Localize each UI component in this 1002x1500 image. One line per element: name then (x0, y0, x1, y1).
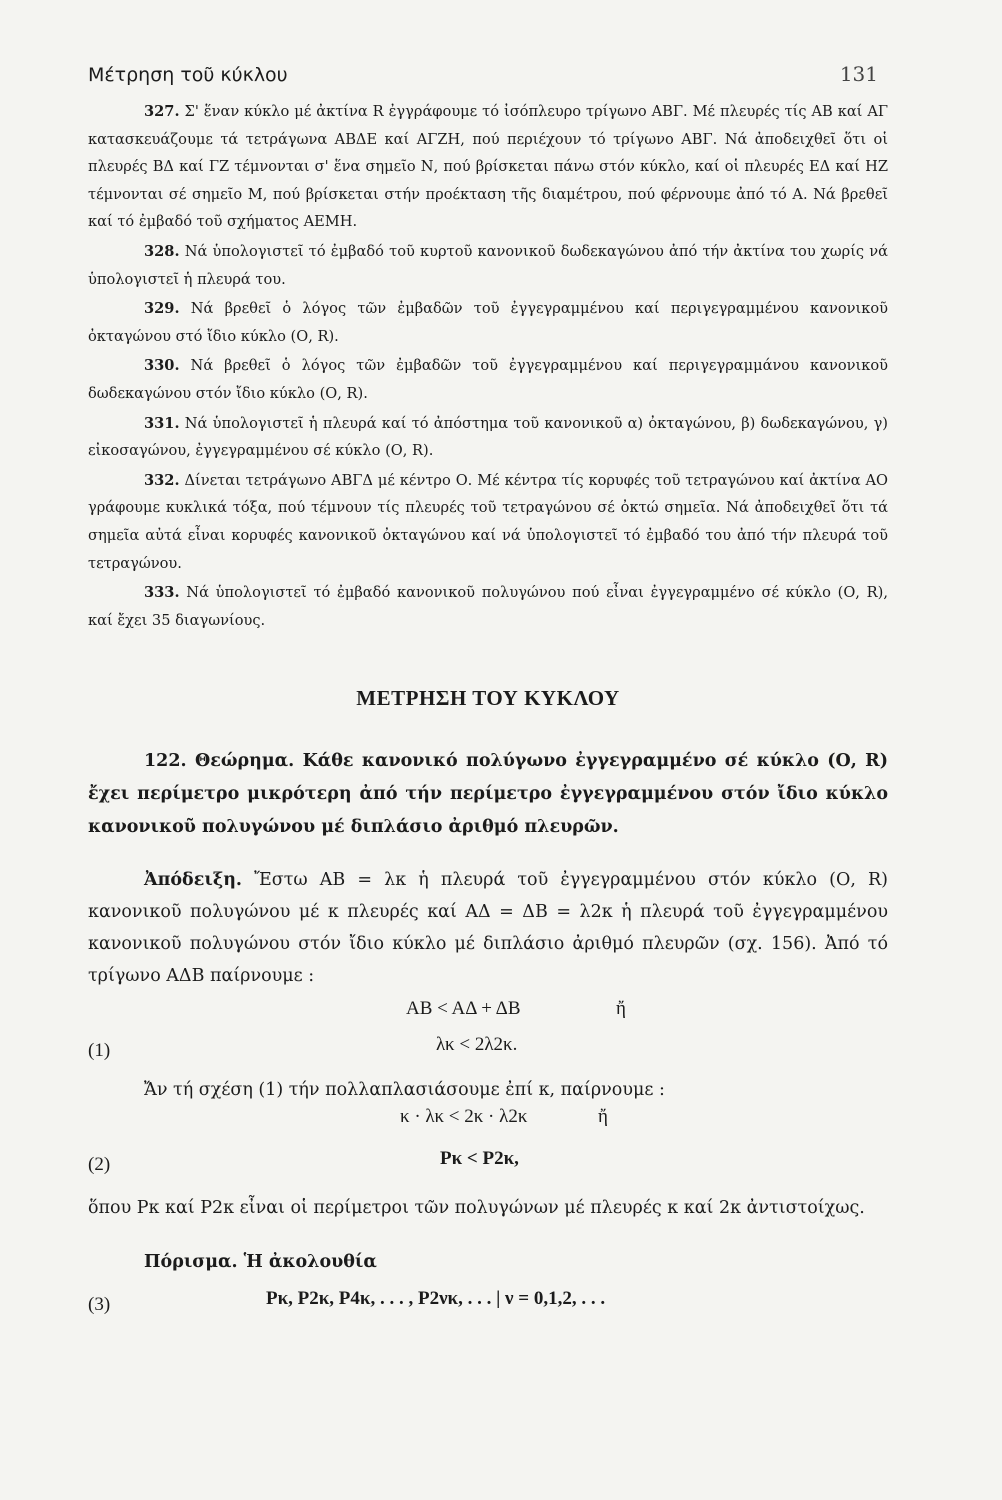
exercise-text: Νά ὑπολογιστεῖ τό ἐμβαδό τοῦ κυρτοῦ κανονικοῦ δωδεκαγώνου ἀπό τήν ἀκτίνα του χωρίς νά ὑπολογιστεῖ ἡ πλευρά του. (88, 242, 889, 288)
theorem-text: Κάθε κανονικό πολύγωνο ἐγγεγραμμένο σέ κύκλο (Ο, R) ἔχει περίμετρο μικρότερη ἀπό τήν περίμετρο ἐγγεγραμμένου στόν ἴδιο κύκλο κανονικοῦ πολυγώνου μέ διπλάσιο ἀριθμό πλευρῶν. (88, 751, 888, 838)
proof-text: Ἔστω ΑΒ = λκ ἡ πλευρά τοῦ ἐγγεγραμμένου στόν κύκλο (Ο, R) κανονικοῦ πολυγώνου μέ κ πλευρές καί ΑΔ = ΔΒ = λ2κ ἡ πλευρά τοῦ ἐγγεγραμμένου κανονικοῦ πολυγώνου στόν ἴδιο κύκλο μέ διπλάσιο ἀριθμό πλευρῶν (σχ. 156). Ἀπό τό τρίγωνο ΑΔΒ παίρνουμε : (88, 870, 888, 987)
perimeter-explanation: ὅπου Pκ καί P2κ εἶναι οἱ περίμετροι τῶν πολυγώνων μέ πλευρές κ καί 2κ ἀντιστοίχως. (88, 1198, 865, 1219)
section-heading: ΜΕΤΡΗΣΗ ΤΟΥ ΚΥΚΛΟΥ (356, 686, 620, 711)
theorem-122 (88, 745, 888, 844)
exercise-333 (88, 579, 888, 634)
book-page (88, 62, 888, 1324)
exercise-330 (88, 352, 888, 407)
multiply-text: Ἄν τή σχέση (1) τήν πολλαπλασιάσουμε ἐπί κ, παίρνουμε : (144, 1080, 665, 1101)
exercise-text: Νά βρεθεῖ ὁ λόγος τῶν ἐμβαδῶν τοῦ ἐγγεγραμμένου καί περιγεγραμμάνου κανονικοῦ δωδεκαγώνου στόν ἴδιο κύκλο (Ο, R). (88, 357, 888, 402)
exercise-331 (88, 410, 888, 465)
equation-tail: ἤ (598, 1106, 608, 1128)
equation-multiply (88, 1106, 888, 1142)
equation-expr: Pκ < P2κ, (440, 1148, 519, 1170)
exercise-text: Νά ὑπολογιστεῖ τό ἐμβαδό κανονικοῦ πολυγώνου πού εἶναι ἐγγεγραμμένο σέ κύκλο (Ο, R), καί ἔχει 35 διαγωνίους. (88, 584, 888, 629)
equation-label: (2) (88, 1154, 111, 1176)
exercise-text: Σ' ἕναν κύκλο μέ ἀκτίνα R ἐγγράφουμε τό ἰσόπλευρο τρίγωνο ΑΒΓ. Μέ πλευρές τίς ΑΒ καί ΑΓ κατασκευάζουμε τά τετράγωνα ΑΒΔΕ καί ΑΓΖΗ, πού περιέχουν τό τρίγωνο ΑΒΓ. Νά ἀποδειχθεῖ ὅτι οἱ πλευρές ΒΔ καί ΓΖ τέμνονται σ' ἕνα σημεῖο Ν, πού βρίσκεται πάνω στόν κύκλο, καί οἱ πλευρές ΕΔ καί ΗΖ τέμνονται σέ σημεῖο Μ, πού βρίσκεται στήν προέκταση τῆς διαμέτρου, πού φέρνουμε ἀπό τό Α. Νά βρεθεῖ καί τό ἐμβαδό τοῦ σχήματος ΑΕΜΗ. (88, 103, 889, 231)
exercise-number: 330. (144, 357, 180, 375)
exercise-number: 328. (144, 242, 180, 260)
equation-expr: ΑΒ < ΑΔ + ΔΒ (406, 998, 521, 1020)
exercise-text: Νά βρεθεῖ ὁ λόγος τῶν ἐμβαδῶν τοῦ ἐγγεγραμμένου καί περιγεγραμμένου κανονικοῦ ὀκταγώνου στό ἴδιο κύκλο (Ο, R). (88, 300, 888, 345)
exercise-number: 331. (144, 414, 180, 432)
equation-expr: κ · λκ < 2κ · λ2κ (400, 1106, 528, 1128)
equation-label: (3) (88, 1294, 111, 1316)
exercise-number: 332. (144, 471, 180, 489)
running-head (88, 62, 888, 98)
page-number: 131 (839, 62, 878, 86)
equation-1 (88, 1034, 888, 1070)
exercise-332 (88, 467, 888, 577)
exercise-number: 327. (144, 103, 180, 120)
proof-label: Ἀπόδειξη. (144, 870, 243, 891)
exercise-328 (88, 238, 888, 293)
proof-paragraph (88, 864, 888, 992)
exercise-text: Δίνεται τετράγωνο ΑΒΓΔ μέ κέντρο Ο. Μέ κέντρα τίς κορυφές τοῦ τετραγώνου καί ἀκτίνα ΑΟ γράφουμε κυκλικά τόξα, πού τέμνουν τίς πλευρές τοῦ τετραγώνου σέ ὀκτώ σημεῖα. Νά ἀποδειχθεῖ ὅτι τά σημεῖα αὐτά εἶναι κορυφές κανονικοῦ ὀκταγώνου καί νά ὑπολογιστεῖ τό ἐμβαδό του ἀπό τήν πλευρά τοῦ τετραγώνου. (88, 471, 888, 572)
chapter-title: Μέτρηση τοῦ κύκλου (88, 64, 288, 86)
equation-expr: λκ < 2λ2κ. (436, 1034, 518, 1056)
equation-label: (1) (88, 1040, 111, 1062)
exercise-number: 329. (144, 300, 180, 318)
equation-inequality (88, 998, 888, 1034)
equation-3 (88, 1288, 888, 1324)
exercise-list (88, 98, 888, 634)
equation-tail: ἤ (616, 998, 626, 1020)
exercise-329 (88, 295, 888, 350)
exercise-327 (88, 98, 888, 236)
equation-2 (88, 1148, 888, 1184)
equation-expr: Pκ, P2κ, P4κ, . . . , P2νκ, . . . | ν = 0,1,2, . . . (266, 1288, 606, 1310)
exercise-number: 333. (144, 584, 180, 602)
corollary-label: Πόρισμα. (144, 1252, 238, 1273)
corollary (88, 1246, 888, 1278)
exercise-text: Νά ὑπολογιστεῖ ἡ πλευρά καί τό ἀπόστημα τοῦ κανονικοῦ α) ὀκταγώνου, β) δωδεκαγώνου, γ) εἰκοσαγώνου, ἐγγεγραμμένου σέ κύκλο (Ο, R). (88, 414, 888, 460)
corollary-text: Ἡ ἀκολουθία (243, 1252, 377, 1273)
theorem-label: 122. Θεώρημα. (144, 751, 295, 772)
